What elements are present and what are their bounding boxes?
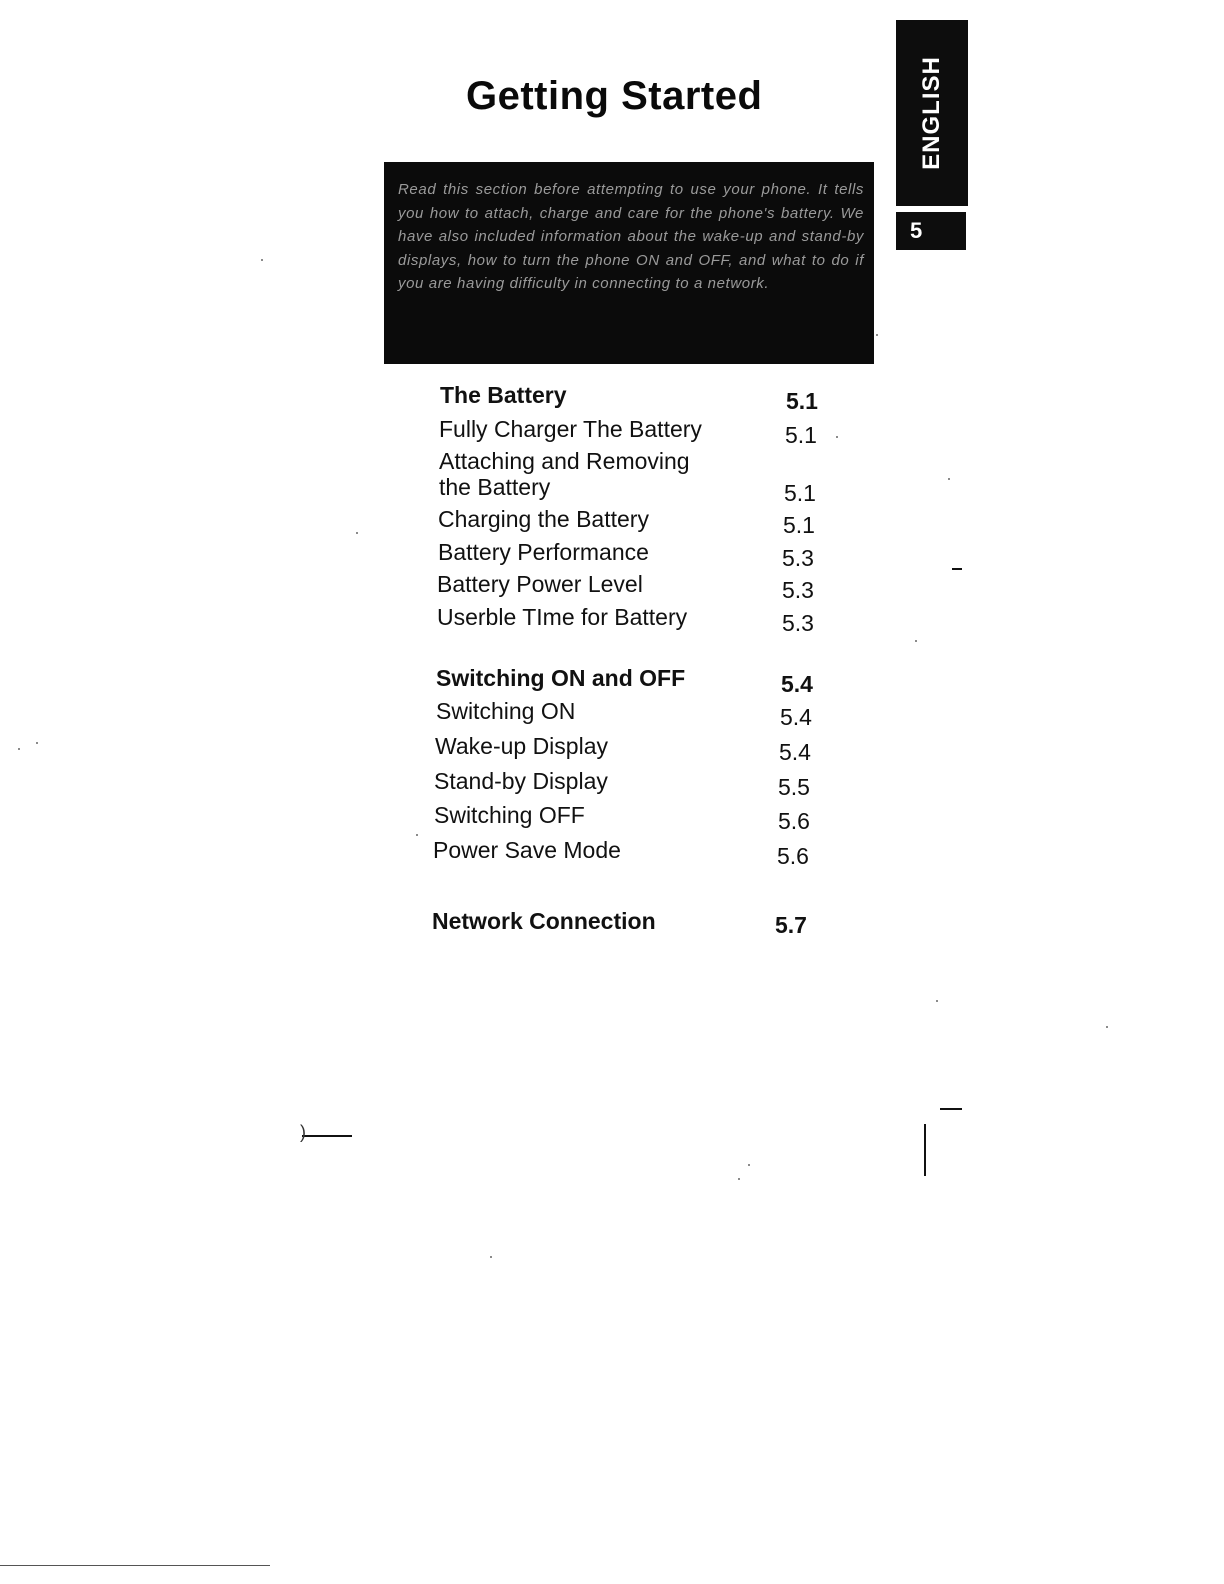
scan-dot [836,436,838,438]
margin-mark [940,1108,962,1110]
toc-page: 5.1 [786,388,818,414]
toc-page: 5.1 [784,480,816,506]
toc-label: Wake-up Display [435,733,608,759]
scan-dot [356,532,358,534]
scan-dot [876,334,878,336]
margin-mark [952,568,962,570]
scan-dot [18,748,20,750]
toc-label: Attaching and Removing [439,448,690,474]
toc-label: Switching ON [436,698,576,724]
scan-dot [36,742,38,744]
toc-label: Power Save Mode [433,837,621,863]
toc-page: 5.6 [778,808,810,834]
scan-dot [490,1256,492,1258]
margin-mark [302,1135,352,1137]
scan-dot [738,1178,740,1180]
toc-page: 5.3 [782,610,814,636]
scan-dot [936,1000,938,1002]
page-title: Getting Started [466,74,763,118]
toc-label: Switching ON and OFF [436,665,686,691]
toc-page: 5.1 [783,512,815,538]
scan-dot [948,478,950,480]
toc-page: 5.3 [782,545,814,571]
toc-label: the Battery [439,474,551,500]
language-tab-label: ENGLISH [918,56,945,170]
toc-label: The Battery [440,382,567,408]
scan-dot [261,259,263,261]
toc-page: 5.7 [775,912,807,938]
scan-dot [416,834,418,836]
toc-label: Battery Performance [438,539,649,565]
toc-label: Fully Charger The Battery [439,416,702,442]
toc-page: 5.3 [782,577,814,603]
intro-text: Read this section before attempting to use your phone. It tells you how to attach, charge and care for the phone's battery. We have also included information about the wake-up and stand-by displays, how to turn the phone ON and OFF, and what to do if you are having difficulty in connecting to a network. [398,181,864,293]
toc-page: 5.4 [780,704,812,730]
toc-label: Switching OFF [434,802,585,828]
chapter-number: 5 [910,218,923,243]
toc-label: Userble TIme for Battery [437,604,688,630]
toc-label: Stand-by Display [434,768,608,794]
scan-dot [915,640,917,642]
scan-dot [748,1164,750,1166]
toc-page: 5.6 [777,843,809,869]
margin-mark [924,1124,926,1176]
toc-page: 5.1 [785,422,817,448]
toc-label: Charging the Battery [438,506,649,532]
toc-page: 5.4 [781,671,813,697]
bottom-rule [0,1565,270,1566]
toc-page: 5.4 [779,739,811,765]
toc-page: 5.5 [778,774,810,800]
toc-label: Network Connection [432,908,656,934]
scan-dot [1106,1026,1108,1028]
margin-mark-bracket: ) [300,1122,306,1142]
toc-label: Battery Power Level [437,571,643,597]
